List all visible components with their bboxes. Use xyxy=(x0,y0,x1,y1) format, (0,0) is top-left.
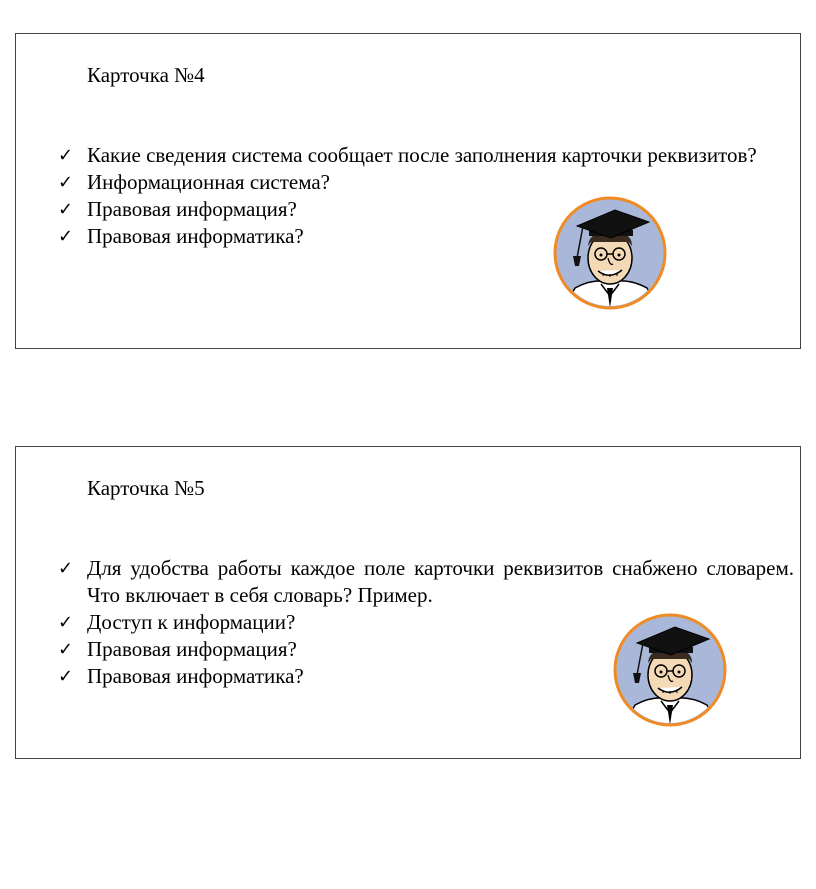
professor-icon xyxy=(613,613,727,727)
checkmark-icon: ✓ xyxy=(58,612,74,633)
checkmark-icon: ✓ xyxy=(58,199,74,220)
question-text: Доступ к информации? xyxy=(87,610,296,634)
checkmark-icon: ✓ xyxy=(58,558,74,579)
question-text: Какие сведения система сообщает после заполнения карточки реквизитов? xyxy=(87,143,757,167)
question-list xyxy=(56,142,794,250)
checkmark-icon: ✓ xyxy=(58,226,74,247)
question-item xyxy=(56,555,794,609)
question-text: Правовая информатика? xyxy=(87,224,304,248)
question-text: Информационная система? xyxy=(87,170,331,194)
checkmark-icon: ✓ xyxy=(58,145,74,166)
question-item xyxy=(56,142,794,169)
question-item xyxy=(56,169,794,196)
checkmark-icon: ✓ xyxy=(58,666,74,687)
checkmark-icon: ✓ xyxy=(58,639,74,660)
question-text: Для удобства работы каждое поле карточки реквизитов снабжено словарем. Что включает в себя словарь? Пример. xyxy=(87,556,794,607)
card-title: Карточка №4 xyxy=(87,63,205,87)
question-item xyxy=(56,196,794,223)
question-card xyxy=(15,33,801,349)
checkmark-icon: ✓ xyxy=(58,172,74,193)
question-card xyxy=(15,446,801,759)
question-item xyxy=(56,223,794,250)
professor-icon xyxy=(553,196,667,310)
question-text: Правовая информация? xyxy=(87,637,297,661)
question-text: Правовая информатика? xyxy=(87,664,304,688)
question-text: Правовая информация? xyxy=(87,197,297,221)
card-title: Карточка №5 xyxy=(87,476,205,500)
